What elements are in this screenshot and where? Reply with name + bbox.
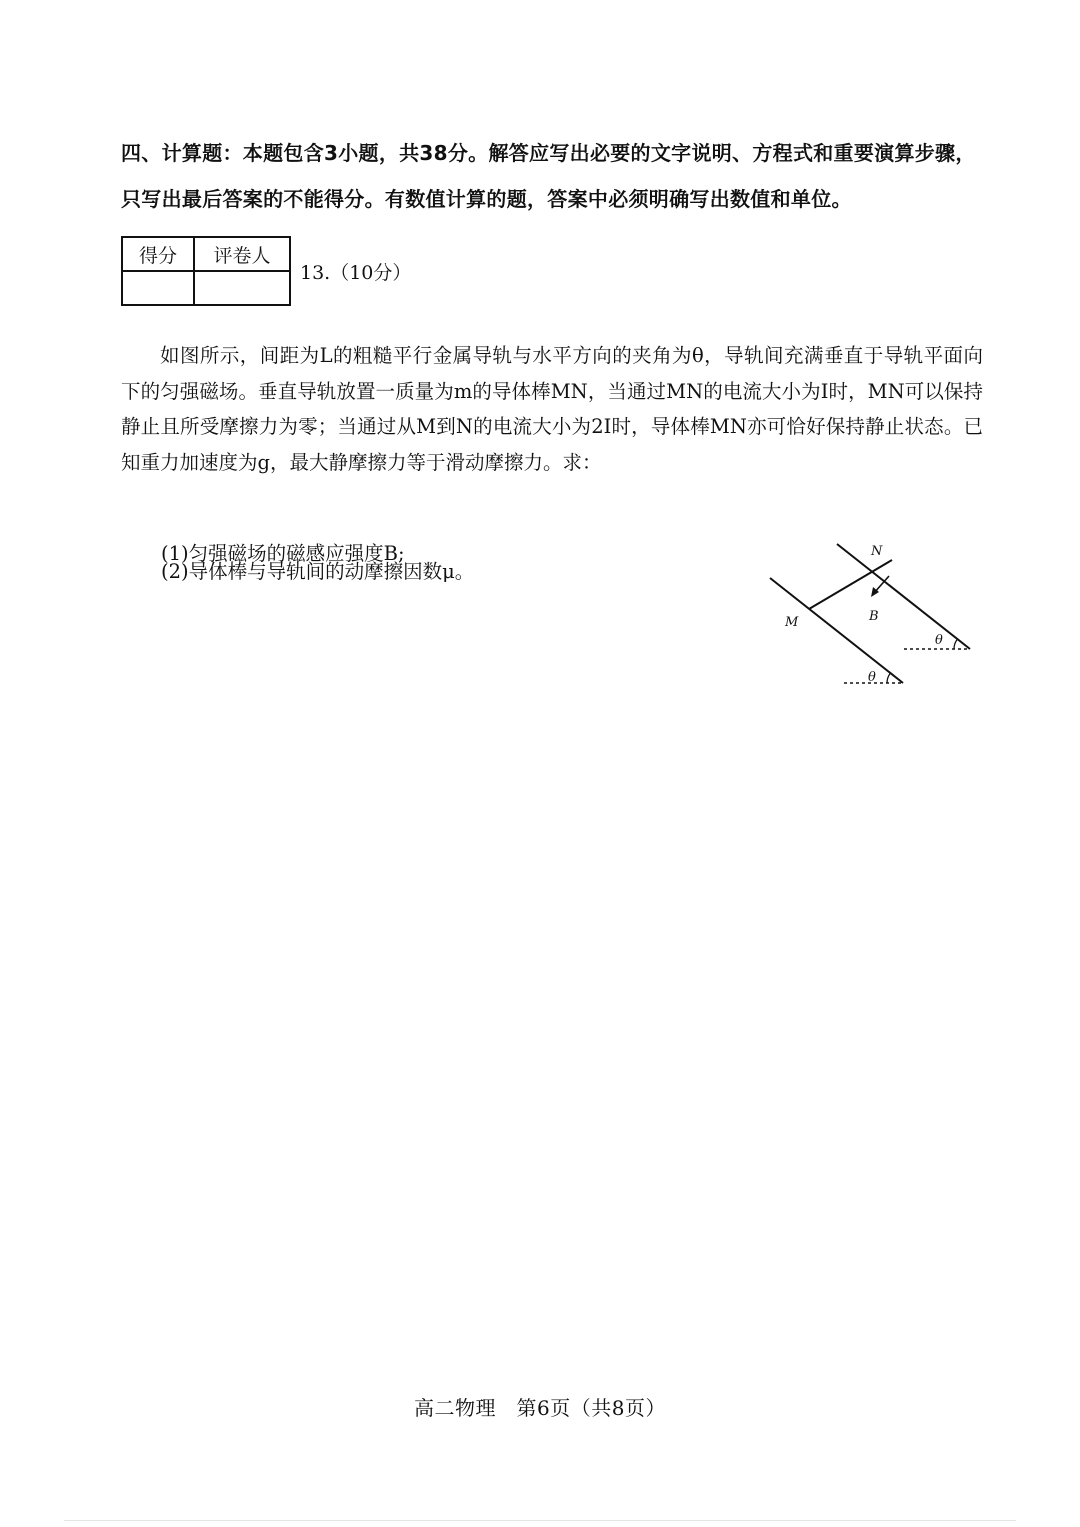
question-part-2: (2)导体棒与导轨间的动摩擦因数μ。 bbox=[161, 560, 475, 583]
question-part-1: (1)匀强磁场的磁感应强度B; bbox=[161, 542, 405, 565]
bottom-divider bbox=[64, 1520, 1016, 1521]
page-footer: 高二物理 第6页（共8页） bbox=[414, 1396, 666, 1420]
grader-label: 评卷人 bbox=[194, 237, 290, 271]
grader-cell[interactable] bbox=[194, 271, 290, 305]
upper-angle-arc bbox=[954, 639, 957, 649]
score-label: 得分 bbox=[122, 237, 194, 271]
label-m: M bbox=[785, 615, 799, 630]
question-text: 如图所示，间距为L的粗糙平行金属导轨与水平方向的夹角为θ，导轨间充满垂直于导轨平面向下的匀强磁场。垂直导轨放置一质量为m的导体棒MN，当通过MN的电流大小为I时，MN可以保持静止且所受摩擦力为零；当通过从M到N的电流大小为2I时，导体棒MN亦可恰好保持静止状态。已知重力加速度为g，最大静摩擦力等于滑动摩擦力。求： bbox=[121, 344, 983, 474]
question-number: 13.（10分） bbox=[300, 262, 412, 284]
score-cell[interactable] bbox=[122, 271, 194, 305]
upper-rail bbox=[837, 544, 970, 649]
label-b: B bbox=[869, 609, 879, 624]
label-theta-lower: θ bbox=[868, 670, 876, 685]
section-header: 四、计算题：本题包含3小题，共38分。解答应写出必要的文字说明、方程式和重要演算步骤，只写出最后答案的不能得分。有数值计算的题，答案中必须明确写出数值和单位。 bbox=[121, 141, 976, 211]
lower-angle-arc bbox=[887, 673, 890, 683]
score-table bbox=[121, 236, 291, 306]
label-n: N bbox=[871, 544, 883, 559]
label-theta-upper: θ bbox=[935, 633, 943, 648]
rail-figure bbox=[764, 538, 979, 690]
conductor-rod bbox=[809, 560, 892, 609]
